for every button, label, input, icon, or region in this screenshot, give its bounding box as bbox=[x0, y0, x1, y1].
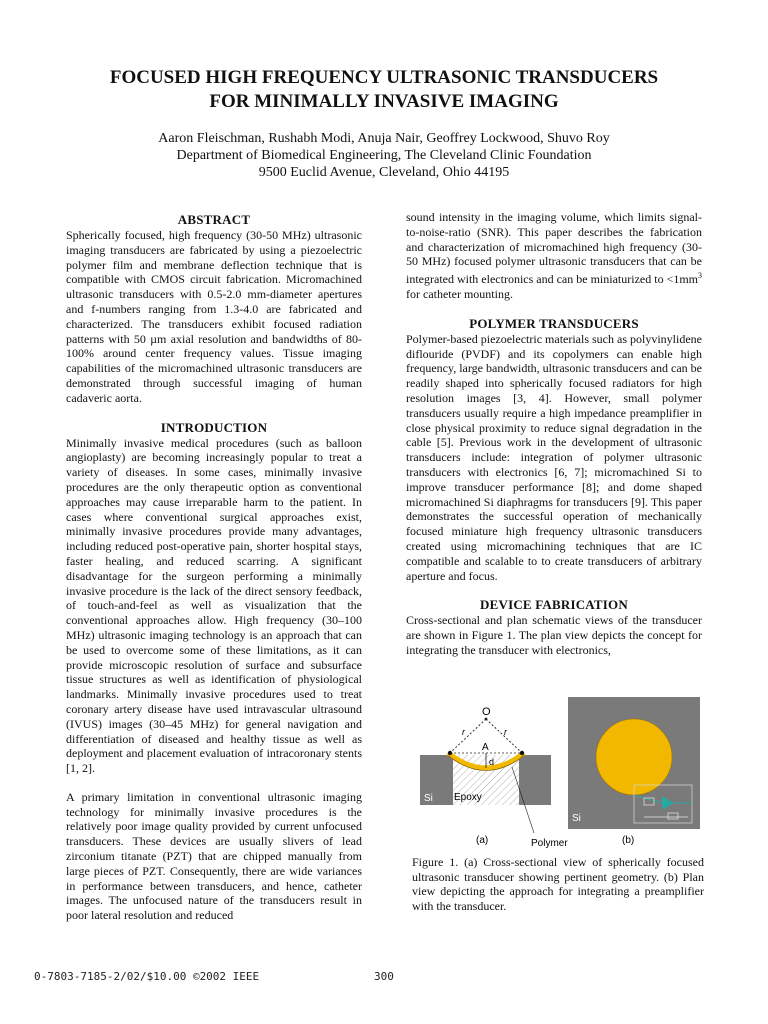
label-A: A bbox=[482, 742, 489, 753]
edge-point-right bbox=[520, 751, 524, 755]
label-si-left: Si bbox=[424, 793, 433, 804]
footer-copyright: 0-7803-7185-2/02/$10.00 ©2002 IEEE bbox=[34, 970, 260, 983]
left-column bbox=[66, 212, 362, 923]
transducer-disc bbox=[596, 719, 672, 795]
author-names: Aaron Fleischman, Rushabh Modi, Anuja Nair, Geoffrey Lockwood, Shuvo Roy bbox=[158, 131, 610, 146]
label-epoxy: Epoxy bbox=[454, 792, 482, 803]
abstract-heading: ABSTRACT bbox=[177, 212, 251, 227]
silicon-block-right bbox=[519, 755, 551, 805]
author-block bbox=[0, 130, 768, 181]
label-a: (a) bbox=[476, 835, 489, 846]
intro-p3-text-b: for catheter mounting. bbox=[406, 286, 513, 301]
author-address: 9500 Euclid Avenue, Cleveland, Ohio 44195 bbox=[258, 165, 510, 180]
introduction-heading: INTRODUCTION bbox=[160, 419, 268, 435]
figure-1-caption: Figure 1. (a) Cross-sectional view of spherically focused ultrasonic transducer showing pertinent geometry. (b) Plan view depicting the approach for integrating a preamplifier with the transducer. bbox=[412, 855, 704, 913]
figure-1 bbox=[412, 697, 704, 852]
figure-1-drawing bbox=[412, 697, 704, 852]
radius-line-left bbox=[450, 719, 486, 753]
label-r-left: r bbox=[462, 727, 465, 737]
label-r-right: r bbox=[504, 727, 507, 737]
paper-title bbox=[0, 66, 768, 114]
title-line-2: FOR MINIMALLY INVASIVE IMAGING bbox=[209, 91, 559, 112]
label-b: (b) bbox=[622, 835, 635, 846]
plan-view bbox=[568, 697, 700, 846]
label-O: O bbox=[482, 706, 491, 718]
device-fabrication-text: Cross-sectional and plan schematic views of the transducer are shown in Figure 1. The plan view depicts the concept for integrating the transducer with electronics, bbox=[406, 613, 702, 657]
intro-p3-text-a: sound intensity in the imaging volume, which limits signal-to-noise-ratio (SNR). This paper describes the fabrication and characterization of micromachined high frequency (30-50 MHz) focused polymer ultrasonic transducers that can be integrated with electronics and can be miniaturized to <1mm bbox=[406, 210, 702, 287]
title-line-1: FOCUSED HIGH FREQUENCY ULTRASONIC TRANSDUCERS bbox=[109, 67, 659, 88]
polymer-transducers-heading: POLYMER TRANSDUCERS bbox=[469, 315, 639, 331]
focus-point bbox=[485, 718, 488, 721]
introduction-paragraph-2: A primary limitation in conventional ultrasonic imaging technology for minimally invasive procedures is the relatively poor image quality provided by current unfocused transducers. These devices are usually slivers of lead zirconium titanate (PZT) that are chipped manually from large pieces of PZT. Consequently, there are wide variances in performance between transducers, and hence, catheter images. The unfocused nature of the transducers result in poor lateral resolution and reduced bbox=[66, 789, 362, 923]
device-fabrication-heading: DEVICE FABRICATION bbox=[480, 597, 628, 613]
author-department: Department of Biomedical Engineering, The Cleveland Clinic Foundation bbox=[176, 148, 592, 163]
introduction-paragraph-1: Minimally invasive medical procedures (such as balloon angioplasty) are becoming increasingly popular to treat a variety of diseases. In some cases, minimally invasive procedures are the only therapeutic option as conventional approaches may cause irreparable harm to the patient. In cases where conventional surgical approaches exist, minimally invasive procedures provide many advantages, including reduced post-operative pain, shorter hospital stays, faster healing, and reduced scarring. A significant disadvantage for the surgeon performing a minimally invasive procedure is the lack of the direct sensory feedback, of touch-and-feel as well as visualization that the conventional approaches allow. High frequency (30–100 MHz) ultrasonic imaging technology is an approach that can be used to overcome some of these limitations, as it can provide microscopic resolution of surface and subsurface tissue structures as well as identification of physiological landmarks. Minimally invasive procedures used to treat coronary artery disease have used intravascular ultrasound (IVUS) images (30–45 MHz) for general navigation and differentiation of diseased and healthy tissue as well as deployment and placement evaluation of intracoronary stents [1, 2]. bbox=[66, 435, 362, 776]
right-column bbox=[406, 210, 702, 658]
edge-point-left bbox=[448, 751, 452, 755]
introduction-paragraph-3 bbox=[406, 210, 702, 302]
label-si-right: Si bbox=[572, 813, 581, 824]
label-polymer: Polymer bbox=[531, 838, 568, 849]
abstract-text: Spherically focused, high frequency (30-50 MHz) ultrasonic imaging transducers are fabricated by using a piezoelectric polymer film and membrane deflection technique that is compatible with CMOS circuit fabrication. Micromachined ultrasonic transducers with 0.5-2.0 mm-diameter apertures and f-numbers ranging from 1.3-4.0 are fabricated and characterized. The transducers exhibit focused radiation patterns with 50 µm axial resolution and bandwidths of 80-100% around center frequency values. Tissue imaging capabilities of the micromachined ultrasonic transducers are demonstrated through successful imaging of human cadaveric aorta. bbox=[66, 228, 362, 405]
polymer-transducers-text: Polymer-based piezoelectric materials such as polyvinylidene diflouride (PVDF) and its copolymers can enable high frequency, large bandwidth, ultrasonic transducers and can be readily shaped into spherically focused radiators for high resolution images [3, 4]. However, small polymer transducers usually require a high impedance preamplifier in close physical proximity to reduce signal degradation in the cable [5]. Previous work in the development of ultrasonic transducers include: integration of polymer ultrasonic transducers with electronics [6, 7]; micromachined Si to improve transducer performance [8]; and dome shaped micromachined Si diaphragms for transducers [9]. This paper demonstrates the successful operation of mechanically focused miniature high frequency ultrasonic transducers created using micromachining techniques that are IC compatible and scalable to to create transducers of arbitrary aperture and focus. bbox=[406, 331, 702, 583]
label-d: d bbox=[489, 757, 495, 767]
cross-section-view bbox=[420, 706, 568, 849]
intro-p3-superscript: 3 bbox=[698, 271, 703, 281]
page-number: 300 bbox=[374, 970, 394, 983]
